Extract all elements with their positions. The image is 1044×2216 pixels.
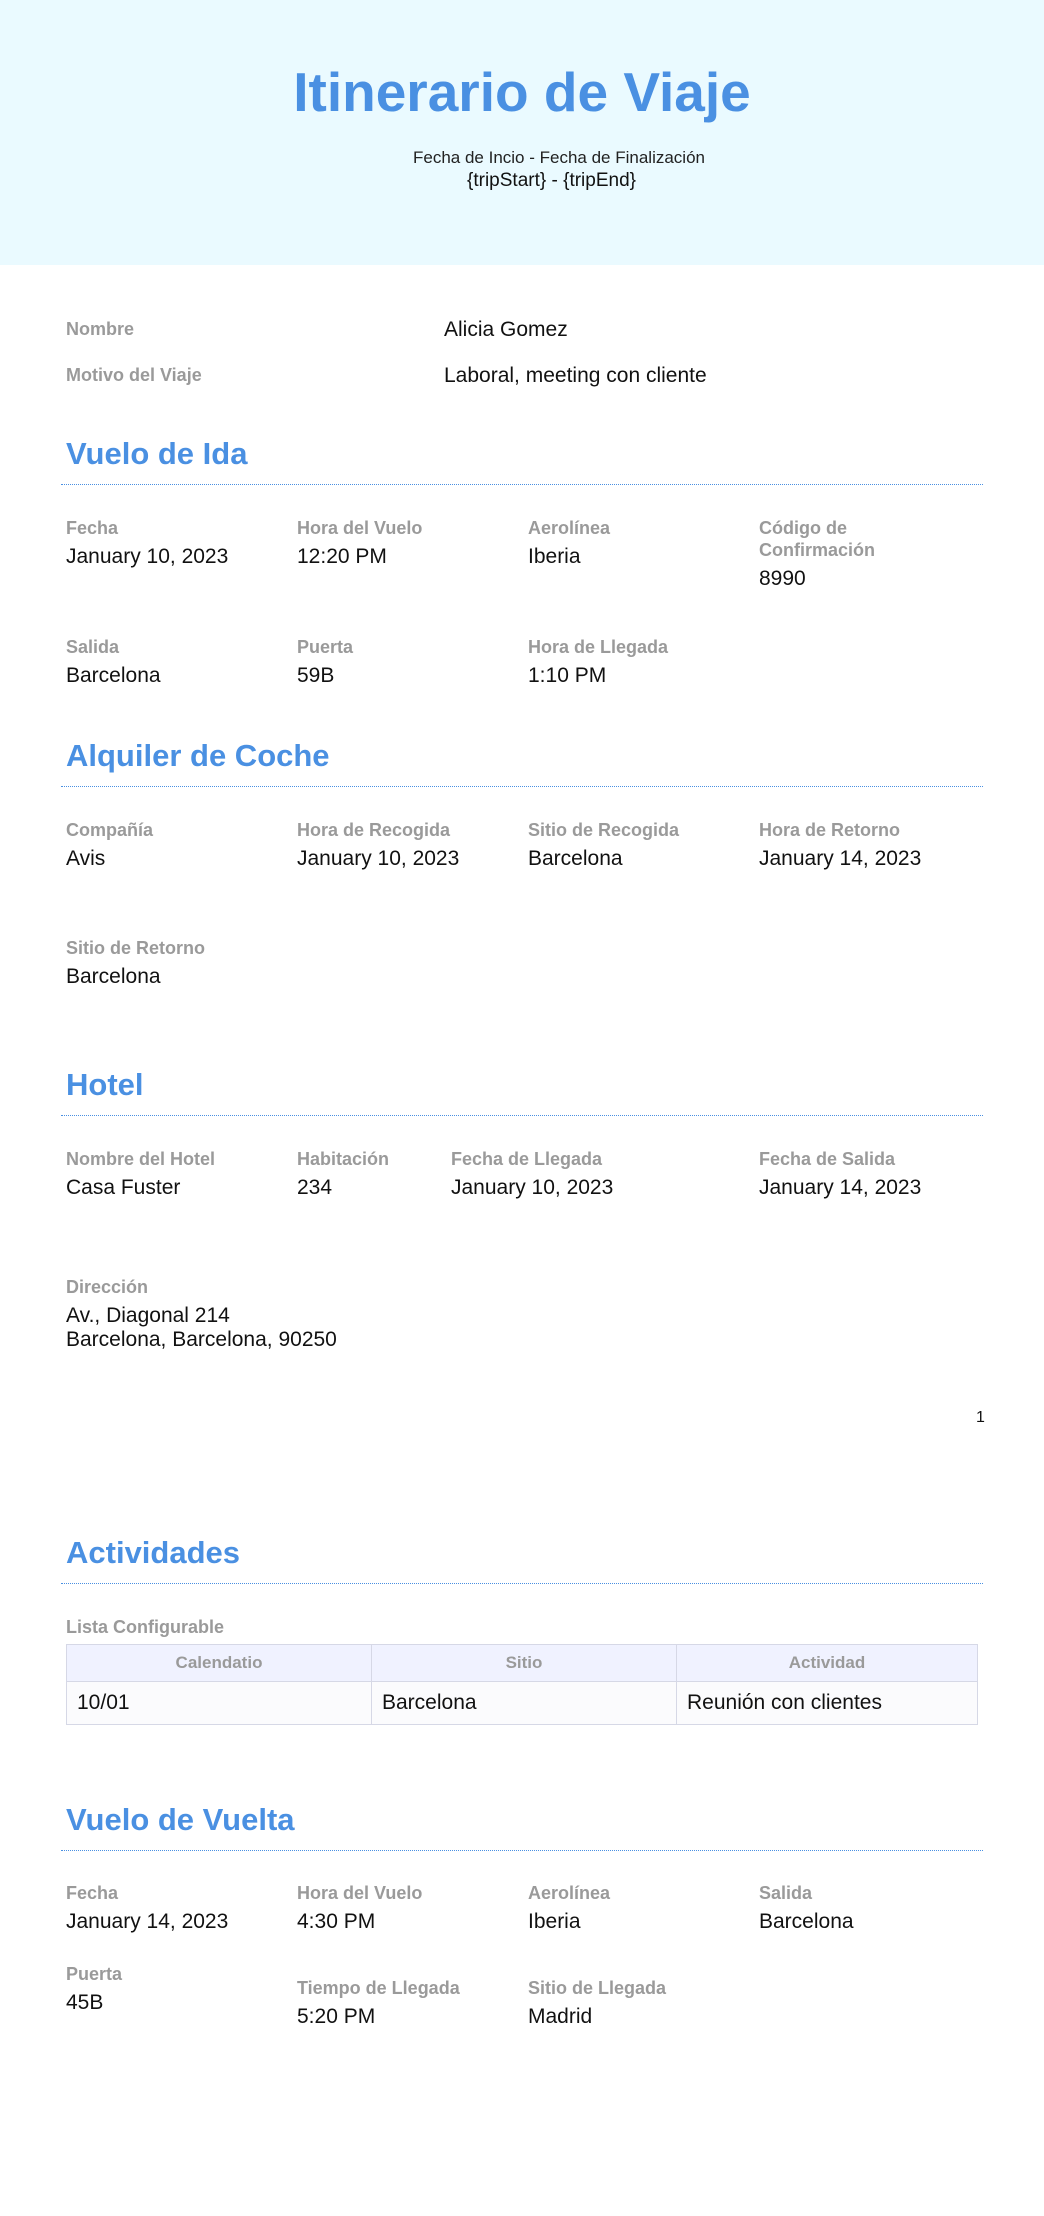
hotel-checkout-label: Fecha de Salida (759, 1149, 896, 1169)
section-divider (61, 1115, 983, 1116)
page-number: 1 (976, 1409, 985, 1426)
hotel-checkin-label: Fecha de Llegada (451, 1149, 603, 1169)
outbound-arrival-value: 1:10 PM (528, 664, 607, 687)
hotel-address-label: Dirección (66, 1277, 149, 1297)
outbound-time-label: Hora del Vuelo (297, 518, 423, 538)
date-caption: Fecha de Incio - Fecha de Finalización (413, 148, 705, 167)
car-company-label: Compañía (66, 820, 154, 840)
car-return-time-label: Hora de Retorno (759, 820, 901, 840)
return-arrival-place-value: Madrid (528, 2005, 593, 2028)
return-airline-label: Aerolínea (528, 1883, 611, 1903)
table-cell-place: Barcelona (372, 1682, 677, 1725)
outbound-confirmation-label: Código de Confirmación (759, 518, 876, 560)
car-return-place-label: Sitio de Retorno (66, 938, 205, 958)
column-header-activity: Actividad (677, 1645, 978, 1682)
car-pickup-place-label: Sitio de Recogida (528, 820, 680, 840)
car-return-place-value: Barcelona (66, 965, 161, 988)
outbound-date-value: January 10, 2023 (66, 545, 229, 568)
return-departure-value: Barcelona (759, 1910, 854, 1933)
table-row (67, 1682, 978, 1725)
hotel-room-value: 234 (297, 1176, 333, 1199)
return-time-label: Hora del Vuelo (297, 1883, 423, 1903)
date-range: {tripStart} - {tripEnd} (467, 170, 636, 191)
section-divider (61, 1583, 983, 1584)
hotel-address-line1: Av., Diagonal 214 (66, 1304, 230, 1327)
return-departure-label: Salida (759, 1883, 813, 1903)
header-banner (0, 0, 1044, 265)
car-pickup-place-value: Barcelona (528, 847, 623, 870)
reason-label: Motivo del Viaje (66, 365, 202, 385)
outbound-time-value: 12:20 PM (297, 545, 387, 568)
table-cell-activity: Reunión con clientes (677, 1682, 978, 1725)
hotel-name-label: Nombre del Hotel (66, 1149, 216, 1169)
hotel-name-value: Casa Fuster (66, 1176, 181, 1199)
hotel-heading: Hotel (66, 1067, 144, 1102)
return-airline-value: Iberia (528, 1910, 581, 1933)
table-cell-date: 10/01 (67, 1682, 372, 1725)
hotel-room-label: Habitación (297, 1149, 390, 1169)
return-date-label: Fecha (66, 1883, 119, 1903)
car-return-time-value: January 14, 2023 (759, 847, 922, 870)
column-header-place: Sitio (372, 1645, 677, 1682)
outbound-departure-value: Barcelona (66, 664, 161, 687)
car-pickup-time-value: January 10, 2023 (297, 847, 460, 870)
outbound-gate-label: Puerta (297, 637, 354, 657)
return-arrival-time-value: 5:20 PM (297, 2005, 376, 2028)
outbound-gate-value: 59B (297, 664, 335, 687)
section-divider (61, 786, 983, 787)
return-arrival-time-label: Tiempo de Llegada (297, 1978, 460, 1998)
return-gate-label: Puerta (66, 1964, 123, 1984)
hotel-checkin-value: January 10, 2023 (451, 1176, 614, 1199)
activities-table (66, 1644, 978, 1725)
section-divider (61, 484, 983, 485)
name-value: Alicia Gomez (444, 318, 568, 341)
car-pickup-time-label: Hora de Recogida (297, 820, 451, 840)
outbound-airline-label: Aerolínea (528, 518, 611, 538)
page-title: Itinerario de Viaje (293, 61, 751, 123)
return-time-value: 4:30 PM (297, 1910, 376, 1933)
return-date-value: January 14, 2023 (66, 1910, 229, 1933)
outbound-departure-label: Salida (66, 637, 120, 657)
section-divider (61, 1850, 983, 1851)
hotel-address-line2: Barcelona, Barcelona, 90250 (66, 1328, 337, 1351)
outbound-confirmation-value: 8990 (759, 567, 806, 590)
outbound-arrival-label: Hora de Llegada (528, 637, 669, 657)
car-company-value: Avis (66, 847, 106, 870)
car-rental-heading: Alquiler de Coche (66, 738, 330, 773)
hotel-checkout-value: January 14, 2023 (759, 1176, 922, 1199)
outbound-date-label: Fecha (66, 518, 119, 538)
return-gate-value: 45B (66, 1991, 104, 2014)
activities-list-label: Lista Configurable (66, 1617, 225, 1637)
return-flight-heading: Vuelo de Vuelta (66, 1802, 295, 1837)
column-header-calendar: Calendatio (67, 1645, 372, 1682)
activities-heading: Actividades (66, 1535, 241, 1570)
table-header-row (67, 1645, 978, 1682)
return-arrival-place-label: Sitio de Llegada (528, 1978, 667, 1998)
reason-value: Laboral, meeting con cliente (444, 364, 707, 387)
outbound-flight-heading: Vuelo de Ida (66, 436, 248, 471)
name-label: Nombre (66, 319, 135, 339)
outbound-airline-value: Iberia (528, 545, 581, 568)
